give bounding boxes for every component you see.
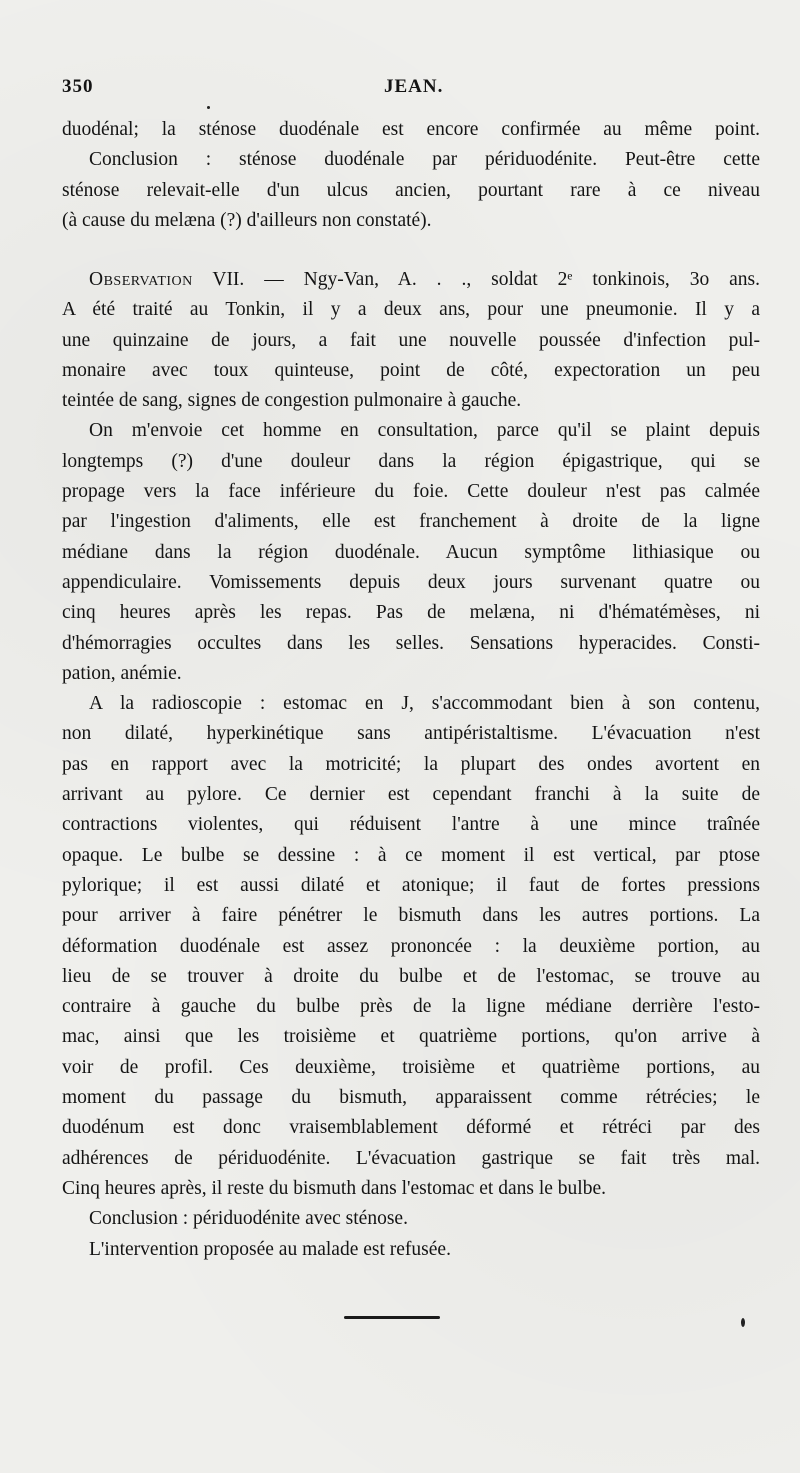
- text-line: déformation duodénale est assez prononcée : la deuxième portion, au: [62, 935, 760, 957]
- text-line: Cinq heures après, il reste du bismuth dans l'estomac et dans le bulbe.: [62, 1177, 606, 1199]
- text-line: pation, anémie.: [62, 662, 182, 684]
- text-line: médiane dans la région duodénale. Aucun symptôme lithiasique ou: [62, 541, 760, 563]
- text-line: adhérences de périduodénite. L'évacuation gastrique se fait très mal.: [62, 1147, 760, 1169]
- page-number: 350: [62, 76, 94, 97]
- text-line: monaire avec toux quinteuse, point de côté, expectoration un peu: [62, 359, 760, 381]
- text-line: non dilaté, hyperkinétique sans antipéristaltisme. L'évacuation n'est: [62, 723, 760, 745]
- text-line: (à cause du melæna (?) d'ailleurs non constaté).: [62, 209, 432, 231]
- text-line: pour arriver à faire pénétrer le bismuth dans les autres portions. La: [62, 905, 760, 927]
- text-line: L'intervention proposée au malade est refusée.: [89, 1238, 451, 1260]
- text-line: voir de profil. Ces deuxième, troisième et quatrième portions, au: [62, 1056, 760, 1078]
- text-line: pas en rapport avec la motricité; la plupart des ondes avortent en: [62, 753, 760, 775]
- text-line: mac, ainsi que les troisième et quatrième portions, qu'on arrive à: [62, 1026, 760, 1048]
- observation-heading-line: [62, 265, 760, 295]
- text-line: lieu de se trouver à droite du bulbe et de l'estomac, se trouve au: [62, 965, 760, 987]
- text-line: opaque. Le bulbe se dessine : à ce moment il est vertical, par ptose: [62, 844, 760, 866]
- text-line: arrivant au pylore. Ce dernier est cependant franchi à la suite de: [62, 784, 760, 806]
- text-line: sténose relevait-elle d'un ulcus ancien, pourtant rare à ce niveau: [62, 179, 760, 201]
- text-line: longtemps (?) d'une douleur dans la région épigastrique, qui se: [62, 450, 760, 472]
- text-line: cinq heures après les repas. Pas de melæna, ni d'hématémèses, ni: [62, 602, 760, 624]
- text-line: On m'envoie cet homme en consultation, parce qu'il se plaint depuis: [89, 420, 760, 442]
- text-line: A la radioscopie : estomac en J, s'accommodant bien à son contenu,: [89, 693, 760, 715]
- text-line: duodénal; la sténose duodénale est encore confirmée au même point.: [62, 119, 760, 140]
- text-line: moment du passage du bismuth, apparaissent comme rétrécies; le: [62, 1087, 760, 1109]
- paragraph-previous-case: [62, 115, 760, 236]
- text-line: propage vers la face inférieure du foie. Cette douleur n'est pas calmée: [62, 481, 760, 503]
- section-end-rule: [344, 1316, 440, 1319]
- observation-vii: [62, 265, 760, 1265]
- text-line: d'hémorragies occultes dans les selles. Sensations hyperacides. Consti-: [62, 632, 760, 654]
- observation-label: Observation: [89, 269, 193, 290]
- ink-speck: [207, 106, 210, 109]
- text-line: contraire à gauche du bulbe près de la ligne médiane derrière l'esto-: [62, 996, 760, 1018]
- text-line: A été traité au Tonkin, il y a deux ans, pour une pneumonie. Il y a: [62, 299, 760, 321]
- text-line: contractions violentes, qui réduisent l'antre à une mince traînée: [62, 814, 760, 836]
- text-line: duodénum est donc vraisemblablement déformé et rétréci par des: [62, 1117, 760, 1139]
- ink-speck: [741, 1318, 745, 1327]
- text-line: par l'ingestion d'aliments, elle est franchement à droite de la ligne: [62, 511, 760, 533]
- observation-number: VII.: [212, 269, 245, 290]
- text-line: appendiculaire. Vomissements depuis deux jours survenant quatre ou: [62, 571, 760, 593]
- page-header: [62, 76, 760, 102]
- observation-heading-rest: — Ngy-Van, A. . ., soldat 2ᵉ tonkinois, 3o ans.: [264, 269, 761, 290]
- text-line: Conclusion : périduodénite avec sténose.: [89, 1208, 408, 1230]
- text-line: une quinzaine de jours, a fait une nouvelle poussée d'infection pul-: [62, 329, 760, 351]
- text-line: Conclusion : sténose duodénale par périduodénite. Peut-être cette: [89, 149, 760, 171]
- running-head: JEAN.: [384, 76, 444, 97]
- text-line: teintée de sang, signes de congestion pulmonaire à gauche.: [62, 390, 522, 412]
- text-line: pylorique; il est aussi dilaté et atonique; il faut de fortes pressions: [62, 874, 760, 896]
